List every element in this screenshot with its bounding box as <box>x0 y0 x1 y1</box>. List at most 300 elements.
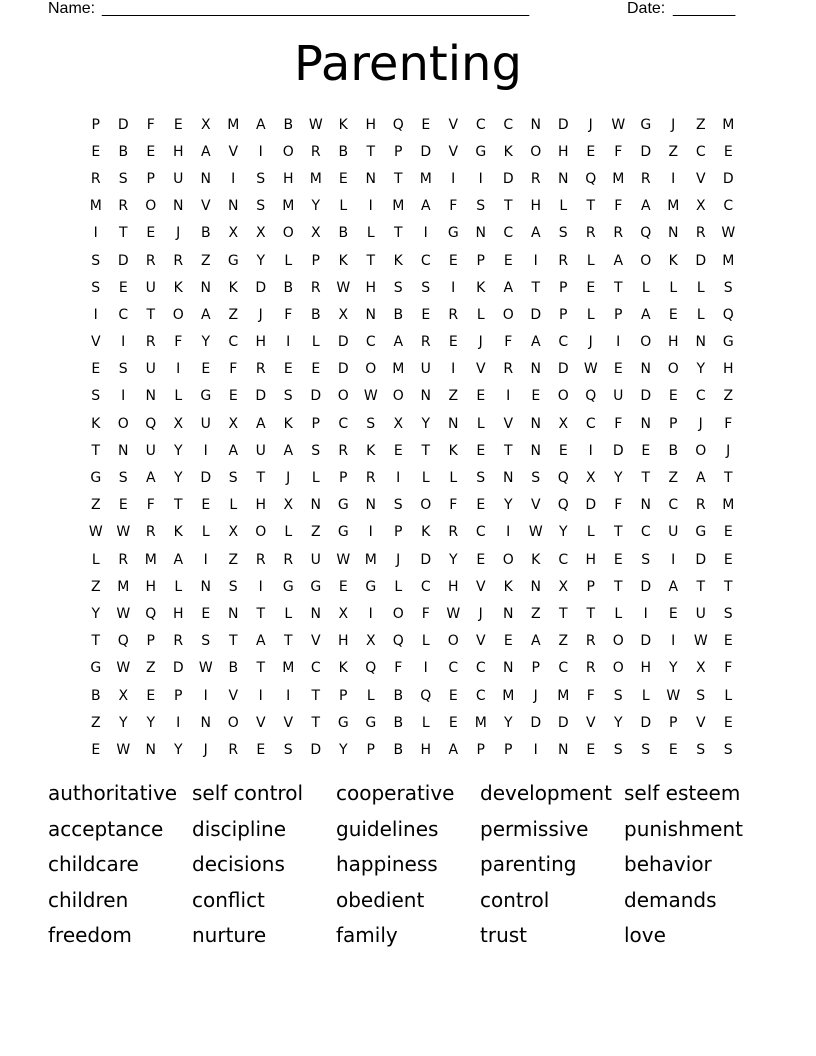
grid-letter[interactable]: W <box>116 741 131 758</box>
grid-letter[interactable]: T <box>613 279 623 296</box>
grid-letter[interactable]: S <box>393 497 403 514</box>
grid-letter[interactable]: X <box>200 116 211 133</box>
grid-letter[interactable]: X <box>173 415 184 432</box>
grid-letter[interactable]: K <box>531 551 541 568</box>
grid-letter[interactable]: B <box>200 225 211 242</box>
grid-letter[interactable]: E <box>201 361 211 378</box>
grid-letter[interactable]: E <box>393 442 403 459</box>
grid-letter[interactable]: X <box>283 497 294 514</box>
grid-letter[interactable]: W <box>116 660 131 677</box>
grid-letter[interactable]: E <box>146 225 156 242</box>
grid-letter[interactable]: N <box>640 415 651 432</box>
grid-letter[interactable]: H <box>585 551 597 568</box>
grid-letter[interactable]: X <box>365 633 376 650</box>
grid-letter[interactable]: I <box>203 442 208 459</box>
grid-letter[interactable]: T <box>641 470 651 487</box>
grid-letter[interactable]: E <box>723 551 733 568</box>
grid-letter[interactable]: I <box>286 334 291 351</box>
grid-letter[interactable]: Y <box>311 198 321 215</box>
grid-letter[interactable]: W <box>308 116 323 133</box>
grid-letter[interactable]: N <box>503 605 514 622</box>
grid-letter[interactable]: L <box>641 279 650 296</box>
grid-letter[interactable]: S <box>283 741 293 758</box>
grid-letter[interactable]: F <box>146 116 155 133</box>
grid-letter[interactable]: F <box>614 497 623 514</box>
grid-letter[interactable]: G <box>640 116 652 133</box>
grid-letter[interactable]: C <box>503 225 514 242</box>
grid-letter[interactable]: I <box>423 660 428 677</box>
grid-letter[interactable]: J <box>396 551 401 568</box>
grid-letter[interactable]: B <box>310 306 321 323</box>
grid-letter[interactable]: M <box>419 170 432 187</box>
grid-letter[interactable]: O <box>172 306 184 323</box>
grid-letter[interactable]: C <box>503 116 514 133</box>
grid-letter[interactable]: D <box>557 116 569 133</box>
grid-letter[interactable]: V <box>530 497 541 514</box>
grid-letter[interactable]: L <box>476 306 485 323</box>
grid-letter[interactable]: U <box>145 442 156 459</box>
grid-letter[interactable]: K <box>448 442 458 459</box>
grid-letter[interactable]: I <box>176 714 181 731</box>
grid-letter[interactable]: I <box>506 388 511 405</box>
grid-letter[interactable]: T <box>613 524 623 541</box>
grid-letter[interactable]: Q <box>145 415 157 432</box>
grid-letter[interactable]: N <box>530 578 541 595</box>
grid-letter[interactable]: G <box>475 143 487 160</box>
grid-letter[interactable]: R <box>585 660 596 677</box>
grid-letter[interactable]: M <box>392 361 405 378</box>
grid-letter[interactable]: M <box>282 198 295 215</box>
grid-letter[interactable]: Y <box>668 660 678 677</box>
grid-letter[interactable]: J <box>176 225 181 242</box>
grid-letter[interactable]: P <box>559 306 568 323</box>
grid-letter[interactable]: Q <box>585 170 597 187</box>
grid-letter[interactable]: Z <box>668 143 679 160</box>
grid-letter[interactable]: L <box>366 687 375 704</box>
grid-letter[interactable]: I <box>258 578 263 595</box>
grid-letter[interactable]: O <box>640 334 652 351</box>
grid-letter[interactable]: S <box>228 578 238 595</box>
grid-letter[interactable]: I <box>478 170 483 187</box>
grid-letter[interactable]: R <box>173 252 184 269</box>
grid-letter[interactable]: K <box>228 279 238 296</box>
grid-letter[interactable]: T <box>283 633 293 650</box>
grid-letter[interactable]: A <box>530 633 541 650</box>
grid-letter[interactable]: R <box>503 361 514 378</box>
grid-letter[interactable]: F <box>586 687 595 704</box>
grid-letter[interactable]: L <box>174 388 183 405</box>
grid-letter[interactable]: R <box>338 442 349 459</box>
grid-letter[interactable]: Q <box>392 633 404 650</box>
grid-letter[interactable]: E <box>503 633 513 650</box>
grid-letter[interactable]: R <box>228 741 239 758</box>
grid-letter[interactable]: R <box>310 279 321 296</box>
grid-letter[interactable]: T <box>421 442 431 459</box>
grid-letter[interactable]: W <box>611 116 626 133</box>
grid-letter[interactable]: A <box>448 741 459 758</box>
grid-letter[interactable]: E <box>256 741 266 758</box>
grid-letter[interactable]: P <box>311 415 320 432</box>
grid-letter[interactable]: G <box>200 388 212 405</box>
grid-letter[interactable]: Q <box>392 116 404 133</box>
grid-letter[interactable]: T <box>586 605 596 622</box>
grid-letter[interactable]: Q <box>420 687 432 704</box>
grid-letter[interactable]: H <box>282 170 294 187</box>
grid-letter[interactable]: D <box>557 361 569 378</box>
grid-letter[interactable]: J <box>258 306 263 323</box>
grid-letter[interactable]: F <box>174 334 183 351</box>
grid-letter[interactable]: X <box>228 415 239 432</box>
grid-letter[interactable]: Y <box>118 714 128 731</box>
grid-letter[interactable]: X <box>695 198 706 215</box>
grid-letter[interactable]: T <box>393 225 403 242</box>
grid-letter[interactable]: V <box>90 334 101 351</box>
grid-letter[interactable]: R <box>613 225 624 242</box>
grid-letter[interactable]: R <box>90 170 101 187</box>
grid-letter[interactable]: L <box>476 415 485 432</box>
grid-letter[interactable]: E <box>613 361 623 378</box>
grid-letter[interactable]: I <box>643 605 648 622</box>
grid-letter[interactable]: I <box>121 388 126 405</box>
grid-letter[interactable]: D <box>255 388 267 405</box>
grid-letter[interactable]: I <box>121 334 126 351</box>
grid-letter[interactable]: H <box>365 116 377 133</box>
grid-letter[interactable]: N <box>503 470 514 487</box>
grid-letter[interactable]: I <box>506 524 511 541</box>
grid-letter[interactable]: P <box>394 524 403 541</box>
grid-letter[interactable]: H <box>337 633 349 650</box>
grid-letter[interactable]: J <box>726 442 731 459</box>
grid-letter[interactable]: P <box>339 470 348 487</box>
grid-letter[interactable]: F <box>394 660 403 677</box>
grid-letter[interactable]: T <box>91 633 101 650</box>
grid-letter[interactable]: I <box>671 551 676 568</box>
grid-letter[interactable]: H <box>557 143 569 160</box>
grid-letter[interactable]: L <box>366 225 375 242</box>
grid-letter[interactable]: L <box>311 470 320 487</box>
grid-letter[interactable]: H <box>145 578 157 595</box>
grid-letter[interactable]: C <box>448 660 459 677</box>
grid-letter[interactable]: B <box>90 687 101 704</box>
grid-letter[interactable]: E <box>723 524 733 541</box>
grid-letter[interactable]: M <box>722 497 735 514</box>
grid-letter[interactable]: L <box>394 578 403 595</box>
grid-letter[interactable]: C <box>723 198 734 215</box>
grid-letter[interactable]: P <box>504 741 513 758</box>
grid-letter[interactable]: B <box>338 225 349 242</box>
grid-letter[interactable]: F <box>284 306 293 323</box>
grid-letter[interactable]: S <box>476 470 486 487</box>
grid-letter[interactable]: V <box>695 714 706 731</box>
grid-letter[interactable]: Z <box>90 714 101 731</box>
grid-letter[interactable]: P <box>476 252 485 269</box>
grid-letter[interactable]: X <box>228 524 239 541</box>
grid-letter[interactable]: E <box>476 388 486 405</box>
grid-letter[interactable]: N <box>530 116 541 133</box>
grid-letter[interactable]: W <box>528 524 543 541</box>
grid-letter[interactable]: H <box>172 605 184 622</box>
grid-letter[interactable]: L <box>586 252 595 269</box>
grid-letter[interactable]: B <box>393 741 404 758</box>
grid-letter[interactable]: E <box>448 687 458 704</box>
grid-letter[interactable]: J <box>478 605 483 622</box>
grid-letter[interactable]: R <box>695 497 706 514</box>
grid-letter[interactable]: D <box>640 633 652 650</box>
grid-letter[interactable]: C <box>668 497 679 514</box>
grid-letter[interactable]: C <box>585 415 596 432</box>
grid-letter[interactable]: C <box>338 415 349 432</box>
grid-letter[interactable]: H <box>255 497 267 514</box>
grid-letter[interactable]: B <box>283 116 294 133</box>
grid-letter[interactable]: K <box>338 252 348 269</box>
grid-letter[interactable]: T <box>228 633 238 650</box>
grid-letter[interactable]: T <box>723 470 733 487</box>
grid-letter[interactable]: T <box>696 578 706 595</box>
grid-letter[interactable]: I <box>533 741 538 758</box>
grid-letter[interactable]: G <box>310 578 322 595</box>
grid-letter[interactable]: G <box>365 714 377 731</box>
grid-letter[interactable]: P <box>476 741 485 758</box>
grid-letter[interactable]: L <box>696 306 705 323</box>
grid-letter[interactable]: U <box>420 361 431 378</box>
grid-letter[interactable]: Q <box>365 660 377 677</box>
grid-letter[interactable]: E <box>668 388 678 405</box>
grid-letter[interactable]: K <box>476 279 486 296</box>
grid-letter[interactable]: D <box>337 361 349 378</box>
grid-letter[interactable]: M <box>282 660 295 677</box>
grid-letter[interactable]: N <box>640 361 651 378</box>
grid-letter[interactable]: E <box>586 143 596 160</box>
grid-letter[interactable]: D <box>557 714 569 731</box>
grid-letter[interactable]: F <box>614 143 623 160</box>
grid-letter[interactable]: L <box>586 306 595 323</box>
grid-letter[interactable]: L <box>174 578 183 595</box>
grid-letter[interactable]: T <box>173 497 183 514</box>
grid-letter[interactable]: R <box>145 252 156 269</box>
grid-letter[interactable]: Y <box>173 470 183 487</box>
grid-letter[interactable]: A <box>530 334 541 351</box>
grid-letter[interactable]: H <box>420 741 432 758</box>
grid-letter[interactable]: N <box>695 334 706 351</box>
date-blank-line[interactable]: _______ <box>673 0 736 17</box>
grid-letter[interactable]: V <box>448 116 459 133</box>
grid-letter[interactable]: T <box>118 225 128 242</box>
grid-letter[interactable]: N <box>145 741 156 758</box>
grid-letter[interactable]: Y <box>146 714 156 731</box>
grid-letter[interactable]: R <box>255 551 266 568</box>
grid-letter[interactable]: L <box>696 279 705 296</box>
grid-letter[interactable]: L <box>614 605 623 622</box>
grid-letter[interactable]: Q <box>722 306 734 323</box>
grid-letter[interactable]: W <box>693 633 708 650</box>
grid-letter[interactable]: C <box>695 143 706 160</box>
grid-letter[interactable]: E <box>283 361 293 378</box>
grid-letter[interactable]: V <box>475 578 486 595</box>
grid-letter[interactable]: Q <box>117 633 129 650</box>
grid-letter[interactable]: E <box>91 361 101 378</box>
grid-letter[interactable]: N <box>310 497 321 514</box>
grid-letter[interactable]: K <box>421 524 431 541</box>
grid-letter[interactable]: R <box>145 524 156 541</box>
grid-letter[interactable]: C <box>420 578 431 595</box>
grid-letter[interactable]: O <box>282 225 294 242</box>
grid-letter[interactable]: I <box>203 687 208 704</box>
grid-letter[interactable]: T <box>613 578 623 595</box>
grid-letter[interactable]: L <box>421 633 430 650</box>
grid-letter[interactable]: P <box>614 306 623 323</box>
grid-letter[interactable]: T <box>503 198 513 215</box>
grid-letter[interactable]: A <box>200 306 211 323</box>
grid-letter[interactable]: T <box>503 442 513 459</box>
grid-letter[interactable]: B <box>338 143 349 160</box>
grid-letter[interactable]: E <box>586 741 596 758</box>
grid-letter[interactable]: C <box>558 551 569 568</box>
grid-letter[interactable]: D <box>640 143 652 160</box>
grid-letter[interactable]: Y <box>696 361 706 378</box>
grid-letter[interactable]: F <box>504 334 513 351</box>
grid-letter[interactable]: D <box>117 252 129 269</box>
grid-letter[interactable]: V <box>585 714 596 731</box>
grid-letter[interactable]: F <box>146 497 155 514</box>
grid-letter[interactable]: X <box>118 687 129 704</box>
grid-letter[interactable]: E <box>448 334 458 351</box>
grid-letter[interactable]: R <box>283 551 294 568</box>
grid-letter[interactable]: N <box>530 442 541 459</box>
grid-letter[interactable]: A <box>640 306 651 323</box>
grid-letter[interactable]: G <box>695 524 707 541</box>
grid-letter[interactable]: Y <box>173 442 183 459</box>
grid-letter[interactable]: A <box>228 442 239 459</box>
grid-letter[interactable]: S <box>91 252 101 269</box>
grid-letter[interactable]: I <box>258 143 263 160</box>
grid-letter[interactable]: Y <box>503 497 513 514</box>
grid-letter[interactable]: S <box>283 388 293 405</box>
grid-letter[interactable]: R <box>365 470 376 487</box>
grid-letter[interactable]: I <box>451 361 456 378</box>
grid-letter[interactable]: K <box>366 442 376 459</box>
grid-letter[interactable]: H <box>447 578 459 595</box>
grid-letter[interactable]: L <box>284 252 293 269</box>
grid-letter[interactable]: O <box>640 252 652 269</box>
grid-letter[interactable]: E <box>558 442 568 459</box>
grid-letter[interactable]: H <box>667 334 679 351</box>
grid-letter[interactable]: A <box>530 225 541 242</box>
grid-letter[interactable]: C <box>228 334 239 351</box>
grid-letter[interactable]: O <box>227 714 239 731</box>
grid-letter[interactable]: W <box>446 605 461 622</box>
grid-letter[interactable]: P <box>669 415 678 432</box>
grid-letter[interactable]: L <box>201 524 210 541</box>
grid-letter[interactable]: C <box>695 388 706 405</box>
grid-letter[interactable]: E <box>723 714 733 731</box>
grid-letter[interactable]: P <box>669 714 678 731</box>
grid-letter[interactable]: I <box>93 306 98 323</box>
grid-letter[interactable]: N <box>448 415 459 432</box>
grid-letter[interactable]: D <box>310 388 322 405</box>
grid-letter[interactable]: V <box>503 415 514 432</box>
grid-letter[interactable]: O <box>145 198 157 215</box>
grid-letter[interactable]: D <box>200 470 212 487</box>
grid-letter[interactable]: S <box>421 279 431 296</box>
grid-letter[interactable]: X <box>338 605 349 622</box>
grid-letter[interactable]: Z <box>145 660 156 677</box>
grid-letter[interactable]: R <box>310 143 321 160</box>
grid-letter[interactable]: S <box>311 442 321 459</box>
grid-letter[interactable]: S <box>723 279 733 296</box>
grid-letter[interactable]: I <box>396 470 401 487</box>
grid-letter[interactable]: G <box>282 578 294 595</box>
grid-letter[interactable]: L <box>449 470 458 487</box>
grid-letter[interactable]: O <box>695 442 707 459</box>
grid-letter[interactable]: Y <box>91 605 101 622</box>
grid-letter[interactable]: T <box>366 143 376 160</box>
grid-letter[interactable]: D <box>502 170 514 187</box>
grid-letter[interactable]: L <box>724 687 733 704</box>
grid-letter[interactable]: X <box>695 660 706 677</box>
grid-letter[interactable]: V <box>695 170 706 187</box>
grid-letter[interactable]: W <box>198 660 213 677</box>
grid-letter[interactable]: I <box>533 252 538 269</box>
grid-letter[interactable]: I <box>368 605 373 622</box>
grid-letter[interactable]: R <box>118 198 129 215</box>
grid-letter[interactable]: Z <box>723 388 734 405</box>
grid-letter[interactable]: U <box>255 442 266 459</box>
grid-letter[interactable]: D <box>640 578 652 595</box>
grid-letter[interactable]: D <box>172 660 184 677</box>
grid-letter[interactable]: R <box>585 633 596 650</box>
grid-letter[interactable]: N <box>558 741 569 758</box>
grid-letter[interactable]: N <box>145 388 156 405</box>
grid-letter[interactable]: N <box>558 170 569 187</box>
grid-letter[interactable]: Y <box>503 714 513 731</box>
grid-letter[interactable]: N <box>365 306 376 323</box>
grid-letter[interactable]: E <box>311 361 321 378</box>
grid-letter[interactable]: R <box>640 170 651 187</box>
grid-letter[interactable]: K <box>503 143 513 160</box>
grid-letter[interactable]: K <box>393 252 403 269</box>
grid-letter[interactable]: Y <box>421 415 431 432</box>
grid-letter[interactable]: D <box>640 714 652 731</box>
grid-letter[interactable]: D <box>117 116 129 133</box>
grid-letter[interactable]: L <box>421 714 430 731</box>
grid-letter[interactable]: D <box>255 279 267 296</box>
grid-letter[interactable]: S <box>558 225 568 242</box>
grid-letter[interactable]: L <box>586 524 595 541</box>
grid-letter[interactable]: I <box>176 361 181 378</box>
grid-letter[interactable]: Q <box>557 470 569 487</box>
grid-letter[interactable]: A <box>255 116 266 133</box>
grid-letter[interactable]: E <box>613 551 623 568</box>
grid-letter[interactable]: U <box>668 524 679 541</box>
grid-letter[interactable]: N <box>668 225 679 242</box>
grid-letter[interactable]: G <box>365 578 377 595</box>
grid-letter[interactable]: S <box>366 415 376 432</box>
grid-letter[interactable]: A <box>393 334 404 351</box>
grid-letter[interactable]: S <box>641 551 651 568</box>
grid-letter[interactable]: T <box>256 470 266 487</box>
grid-letter[interactable]: I <box>368 524 373 541</box>
grid-letter[interactable]: P <box>394 143 403 160</box>
grid-letter[interactable]: H <box>530 198 542 215</box>
grid-letter[interactable]: N <box>200 170 211 187</box>
grid-letter[interactable]: F <box>724 660 733 677</box>
grid-letter[interactable]: P <box>339 687 348 704</box>
grid-letter[interactable]: V <box>310 633 321 650</box>
grid-letter[interactable]: G <box>337 497 349 514</box>
grid-letter[interactable]: H <box>722 361 734 378</box>
grid-letter[interactable]: S <box>91 388 101 405</box>
grid-letter[interactable]: U <box>613 388 624 405</box>
